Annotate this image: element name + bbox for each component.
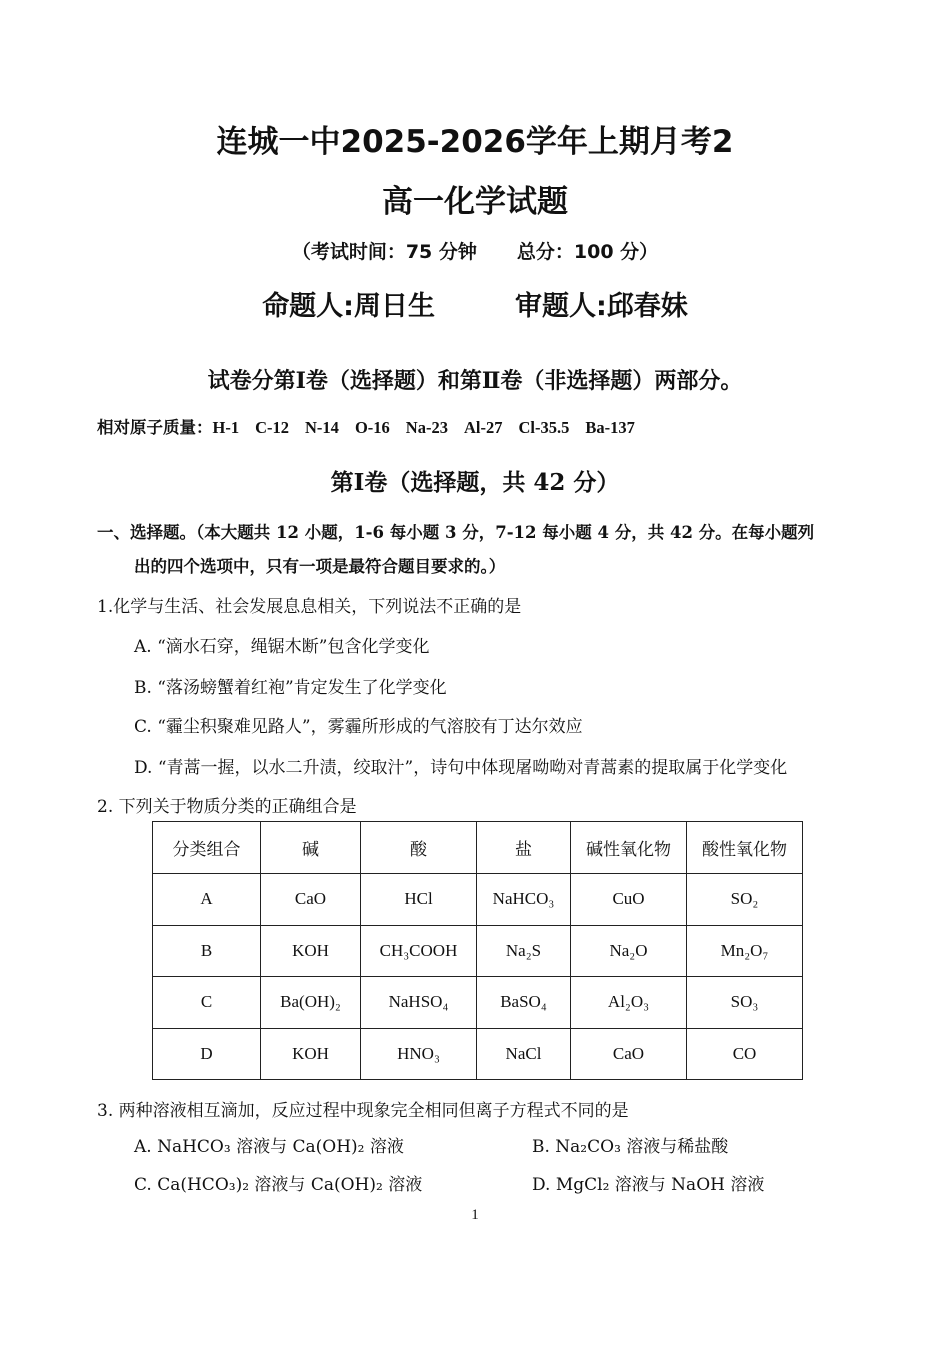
table-cell: D [153,1028,261,1080]
atomic-mass-item: Al-27 [463,418,503,437]
q1-option-a: A. “滴水石穿，绳锯木断”包含化学变化 [134,637,430,657]
table-header-cell: 分类组合 [153,822,261,874]
atomic-mass-item: H-1 [212,418,240,437]
parts-note: 试卷分第Ⅰ卷（选择题）和第Ⅱ卷（非选择题）两部分。 [207,368,743,394]
q3-option-c: C. Ca(HCO₃)₂ 溶液与 Ca(OH)₂ 溶液 [134,1175,423,1195]
table-header-cell: 碱性氧化物 [571,822,687,874]
atomic-mass-item: N-14 [305,418,339,437]
authors-line [0,284,950,323]
question-author: 命题人:周日生 [262,291,435,322]
q1-option-b: B. “落汤螃蟹着红袍”肯定发生了化学变化 [134,678,447,698]
table-cell: NaCl [477,1028,571,1080]
table-cell: CuO [571,874,687,926]
q3-option-b: B. Na₂CO₃ 溶液与稀盐酸 [532,1137,729,1157]
table-cell: Mn₂O₇ [687,925,803,977]
q3-option-d: D. MgCl₂ 溶液与 NaOH 溶液 [532,1175,765,1195]
volume1-title: 第Ⅰ卷（选择题，共 42 分） [330,469,620,496]
section1-instructions [97,516,867,584]
table-row [153,1028,803,1080]
table-row [153,977,803,1029]
table-cell: NaHSO₄ [361,977,477,1029]
atomic-masses-label: 相对原子质量： [97,418,213,437]
section1-line1: 一、选择题。（本大题共 12 小题，1-6 每小题 3 分，7-12 每小题 4 分，共 42 分。在每小题列 [97,523,815,542]
table-header-cell: 碱 [261,822,361,874]
table-cell: A [153,874,261,926]
atomic-mass-item: Na-23 [405,418,448,437]
table-cell: CaO [571,1028,687,1080]
question-reviewer: 审题人:邱春妹 [515,291,688,322]
table-header-cell: 酸 [361,822,477,874]
atomic-masses [97,414,635,438]
q1-stem: 1.化学与生活、社会发展息息相关，下列说法不正确的是 [97,597,522,617]
page-number: 1 [471,1207,479,1223]
q3-stem: 3. 两种溶液相互滴加，反应过程中现象完全相同但离子方程式不同的是 [97,1101,629,1121]
classification-table [152,821,803,1080]
q1-option-c: C. “霾尘积聚难见路人”，雾霾所形成的气溶胶有丁达尔效应 [134,717,583,737]
atomic-mass-item: O-16 [354,418,390,437]
table-cell: NaHCO₃ [477,874,571,926]
table-cell: Al₂O₃ [571,977,687,1029]
atomic-mass-item: C-12 [255,418,290,437]
table-cell: Na₂S [477,925,571,977]
exam-time: （考试时间：75 分钟 [291,241,477,263]
q2-stem: 2. 下列关于物质分类的正确组合是 [97,797,357,817]
table-cell: CH₃COOH [361,925,477,977]
table-cell: KOH [261,1028,361,1080]
q3-option-a: A. NaHCO₃ 溶液与 Ca(OH)₂ 溶液 [134,1137,404,1157]
table-row [153,874,803,926]
school-exam-title: 连城一中2025-2026学年上期月考2 [216,124,734,160]
table-cell: B [153,925,261,977]
table-cell: CaO [261,874,361,926]
table-cell: Ba(OH)₂ [261,977,361,1029]
table-row [153,925,803,977]
table-header-cell: 酸性氧化物 [687,822,803,874]
table-header-cell: 盐 [477,822,571,874]
table-cell: BaSO₄ [477,977,571,1029]
table-cell: Na₂O [571,925,687,977]
total-score: 总分：100 分） [516,241,659,263]
table-cell: C [153,977,261,1029]
table-header-row [153,822,803,874]
table-cell: SO₃ [687,977,803,1029]
table-cell: SO₂ [687,874,803,926]
table-cell: HNO₃ [361,1028,477,1080]
section1-line2: 出的四个选项中，只有一项是最符合题目要求的。） [134,557,506,576]
q1-option-d: D. “青蒿一握，以水二升渍，绞取汁”，诗句中体现屠呦呦对青蒿素的提取属于化学变化 [134,758,788,778]
table-cell: CO [687,1028,803,1080]
exam-meta [0,237,950,264]
table-cell: HCl [361,874,477,926]
table-cell: KOH [261,925,361,977]
atomic-mass-item: Cl-35.5 [518,418,570,437]
atomic-mass-item: Ba-137 [585,418,635,437]
subject-title: 高一化学试题 [382,184,568,220]
